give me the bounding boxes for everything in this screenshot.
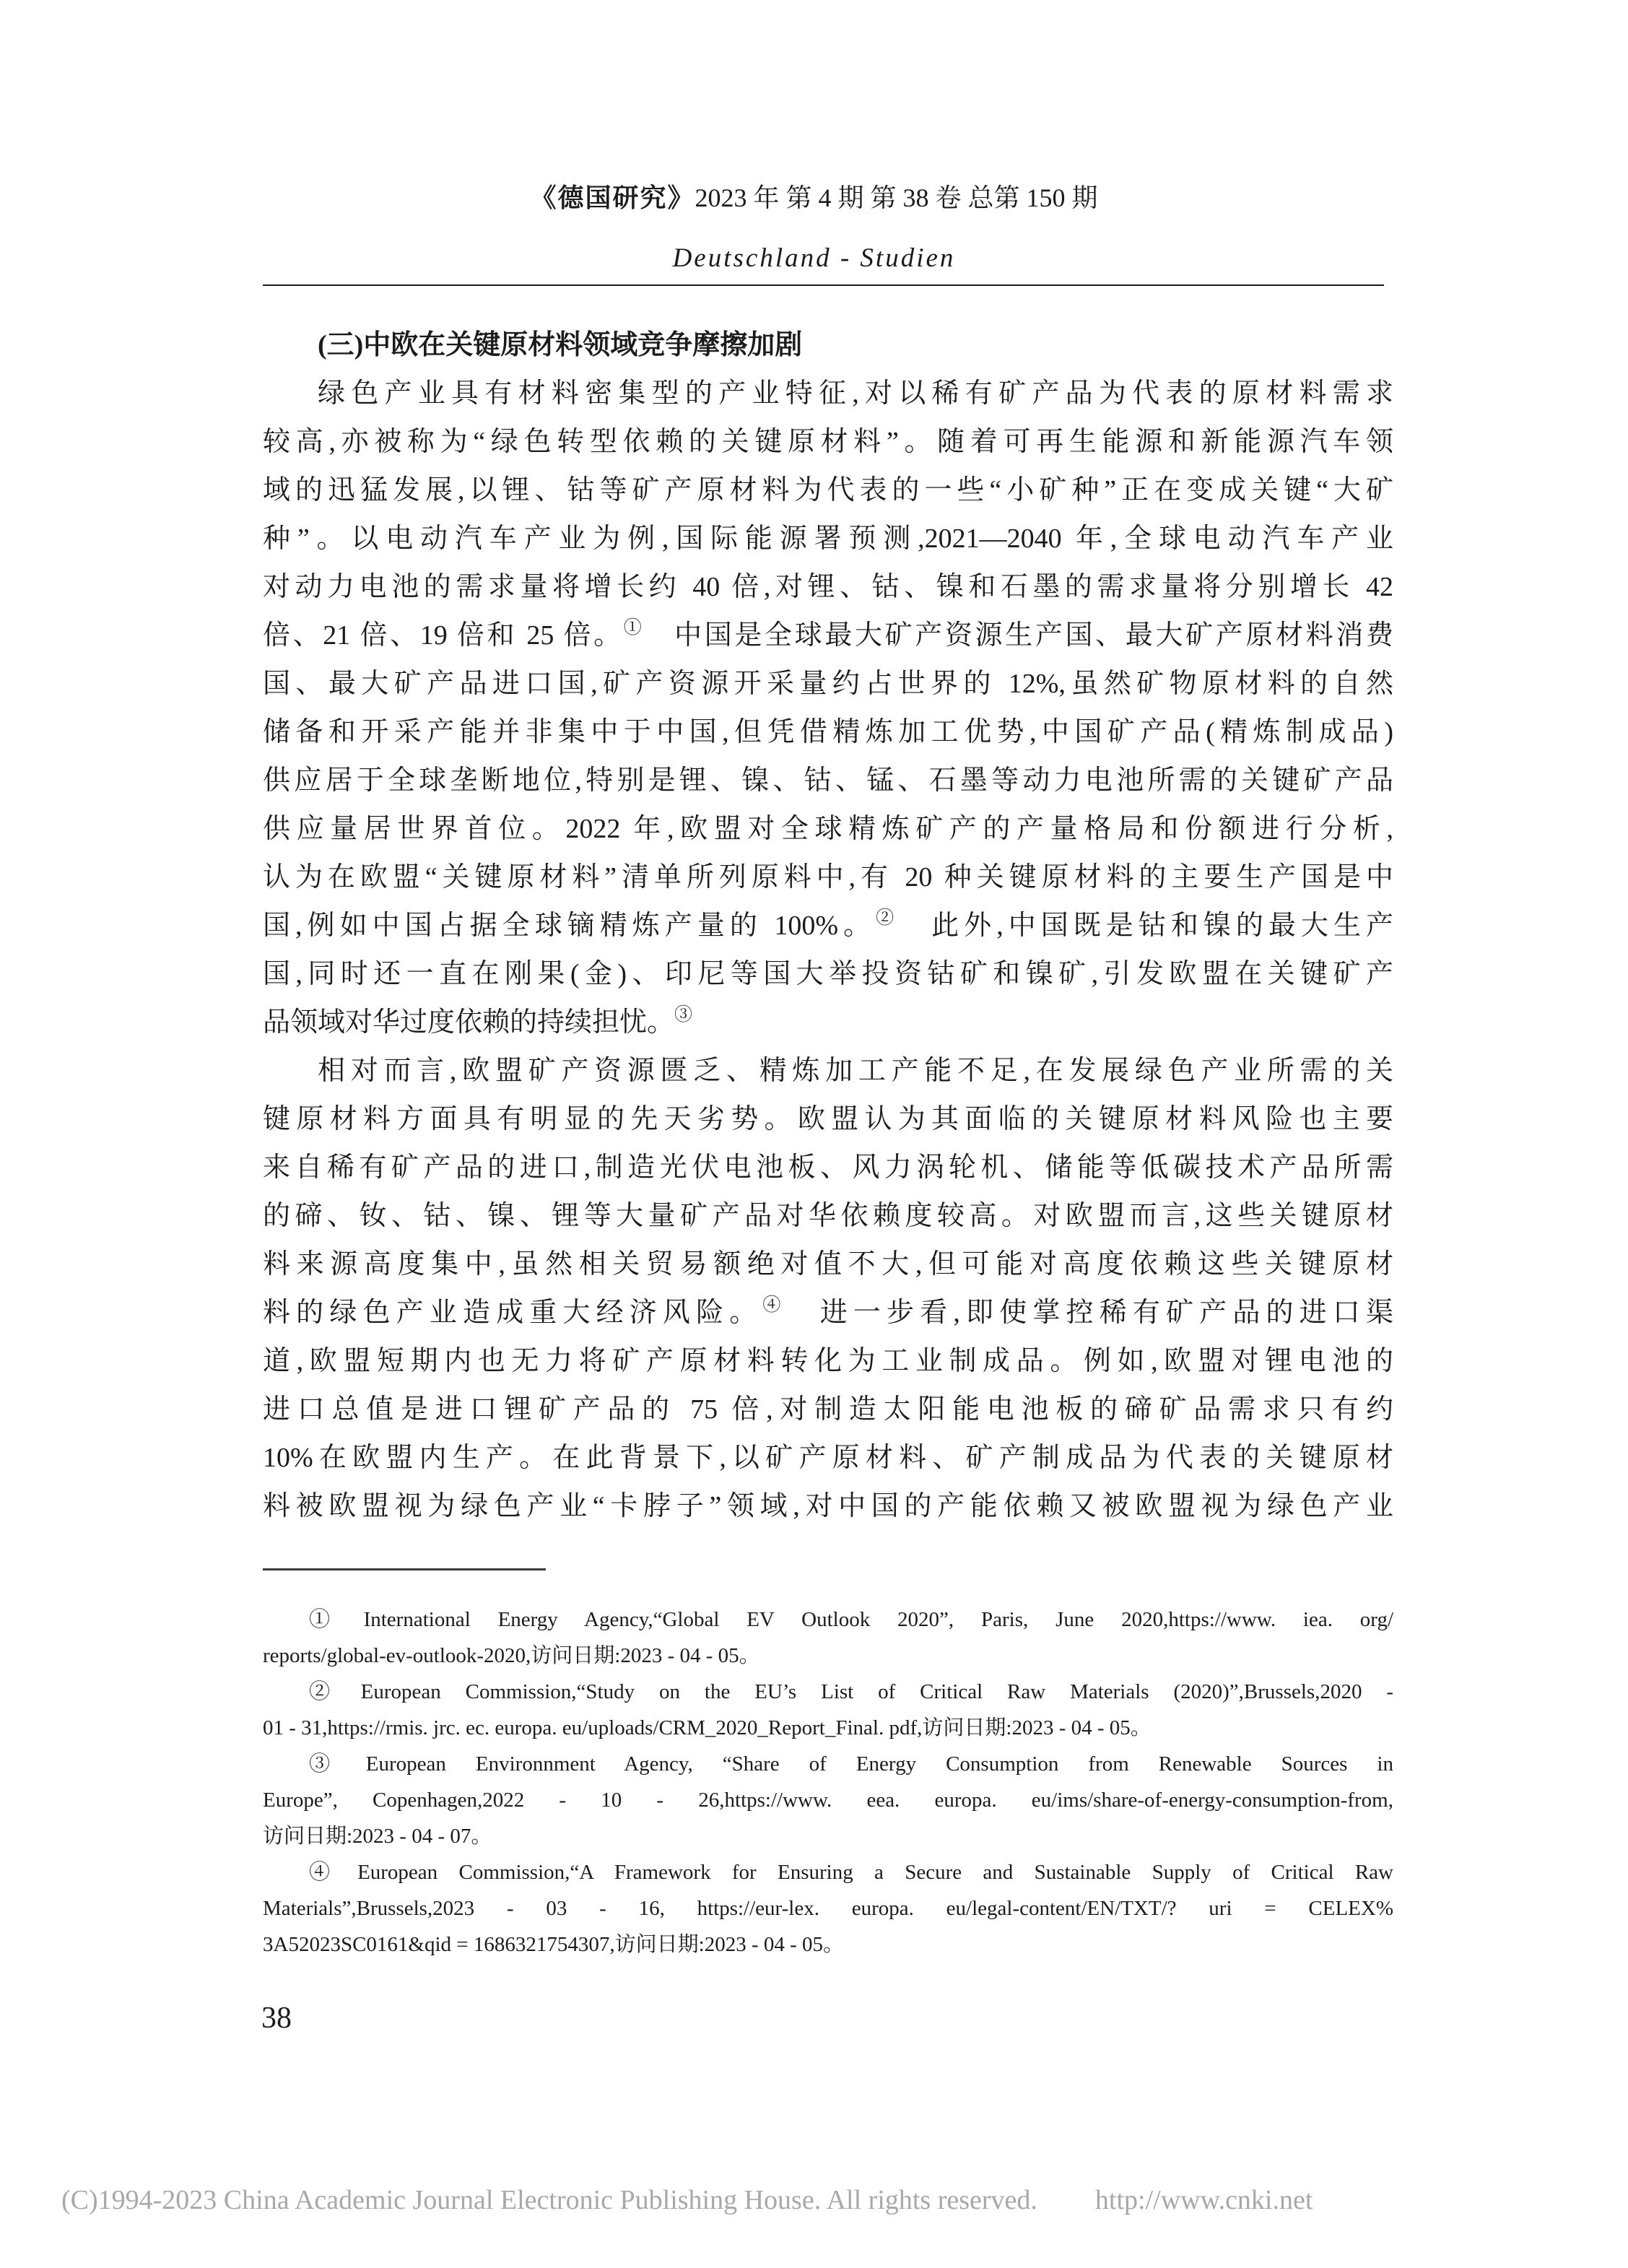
footnote-line: 3A52023SC0161&qid = 1686321754307,访问日期:2023 - 04 - 05。 <box>263 1933 845 1956</box>
footnote-line: reports/global-ev-outlook-2020,访问日期:2023 - 04 - 05。 <box>263 1644 760 1667</box>
body-line: 较高,亦被称为“绿色转型依赖的关键原材料”。随着可再生能源和新能源汽车领 <box>263 427 1393 457</box>
footnote-marker: ① <box>309 1608 352 1631</box>
footnote-ref: ③ <box>674 1005 693 1025</box>
body-line: 域的迅猛发展,以锂、钴等矿产原材料为代表的一些“小矿种”正在变成关键“大矿 <box>263 475 1393 505</box>
body-line: 认为在欧盟“关键原材料”清单所列原料中,有 20 种关键原材料的主要生产国是中 <box>263 862 1393 892</box>
body-line: 道,欧盟短期内也无力将矿产原材料转化为工业制成品。例如,欧盟对锂电池的 <box>263 1346 1393 1376</box>
footnote-line: 访问日期:2023 - 04 - 07。 <box>263 1825 492 1848</box>
body-line: 储备和开采产能并非集中于中国,但凭借精炼加工优势,中国矿产品(精炼制成品) <box>263 717 1393 747</box>
body-line: 料来源高度集中,虽然相关贸易额绝对值不大,但可能对高度依赖这些关键原材 <box>263 1249 1393 1279</box>
cnki-url: http://www.cnki.net <box>1094 2185 1313 2215</box>
footnote-line: 01 - 31,https://rmis. jrc. ec. europa. eu/uploads/CRM_2020_Report_Final. pdf,访问日期:2023 - 04 - 05。 <box>263 1716 1152 1739</box>
footnote-ref: ④ <box>762 1295 787 1315</box>
header-rule <box>263 284 1384 286</box>
footnote-marker: ③ <box>309 1752 354 1776</box>
footnotes <box>263 1602 1393 1963</box>
copyright-notice: (C)1994-2023 China Academic Journal Electronic Publishing House. All rights reserved. <box>61 2185 1037 2215</box>
article-body <box>263 321 1393 1531</box>
body-line: 10%在欧盟内生产。在此背景下,以矿产原材料、矿产制成品为代表的关键原材 <box>263 1443 1393 1473</box>
section-heading: (三)中欧在关键原材料领域竞争摩擦加剧 <box>318 330 803 360</box>
page-header <box>0 182 1628 214</box>
body-line: 国,同时还一直在刚果(金)、印尼等国大举投资钴矿和镍矿,引发欧盟在关键矿产 <box>263 959 1393 989</box>
body-line: 进口总值是进口锂矿产品的 75 倍,对制造太阳能电池板的碲矿品需求只有约 <box>263 1394 1393 1425</box>
body-line: 来自稀有矿产品的进口,制造光伏电池板、风力涡轮机、储能等低碳技术产品所需 <box>263 1152 1393 1183</box>
footnote-marker: ② <box>309 1680 349 1703</box>
copyright-watermark <box>61 2184 1577 2217</box>
footnote-marker: ④ <box>309 1861 347 1884</box>
footnote-ref: ② <box>876 908 900 928</box>
footnote-line: ④ European Commission,“A Framework for Ensuring a Secure and Sustainable Supply of Critical Raw <box>309 1861 1393 1884</box>
footnote <box>263 1854 1393 1963</box>
footnote-line: ① International Energy Agency,“Global EV Outlook 2020”, Paris, June 2020,https://www. iea. org/ <box>309 1608 1393 1631</box>
body-line: 料被欧盟视为绿色产业“卡脖子”领域,对中国的产能依赖又被欧盟视为绿色产业 <box>263 1491 1393 1521</box>
body-line: 绿色产业具有材料密集型的产业特征,对以稀有矿产品为代表的原材料需求 <box>318 378 1393 409</box>
footnote-line: Materials”,Brussels,2023 - 03 - 16, https://eur-lex. europa. eu/legal-content/EN/TXT/? uri = CELEX% <box>263 1897 1393 1920</box>
body-line: 供应量居世界首位。2022 年,欧盟对全球精炼矿产的产量格局和份额进行分析, <box>263 814 1393 844</box>
body-line: 供应居于全球垄断地位,特别是锂、镍、钴、锰、石墨等动力电池所需的关键矿产品 <box>263 765 1393 796</box>
journal-title: 《德国研究》 <box>530 183 695 212</box>
page-number: 38 <box>261 2002 292 2035</box>
body-line: 的碲、钕、钴、镍、锂等大量矿产品对华依赖度较高。对欧盟而言,这些关键原材 <box>263 1201 1393 1231</box>
journal-subtitle: Deutschland - Studien <box>672 243 956 273</box>
footnote-separator <box>263 1568 546 1570</box>
footnote <box>263 1746 1393 1854</box>
body-line: 倍、21 倍、19 倍和 25 倍。① 中国是全球最大矿产资源生产国、最大矿产原材料消费 <box>263 618 1393 651</box>
footnote <box>263 1602 1393 1674</box>
body-line: 相对而言,欧盟矿产资源匮乏、精炼加工产能不足,在发展绿色产业所需的关 <box>318 1056 1393 1086</box>
footnote-line: Europe”, Copenhagen,2022 - 10 - 26,https://www. eea. europa. eu/ims/share-of-energy-consumption-from, <box>263 1789 1393 1812</box>
body-line: 国,例如中国占据全球镝精炼产量的 100%。② 此外,中国既是钴和镍的最大生产 <box>263 908 1393 941</box>
issue-info: 2023 年 第 4 期 第 38 卷 总第 150 期 <box>695 183 1098 212</box>
body-line: 对动力电池的需求量将增长约 40 倍,对锂、钴、镍和石墨的需求量将分别增长 42 <box>263 572 1393 602</box>
body-line: 料的绿色产业造成重大经济风险。④ 进一步看,即使掌控稀有矿产品的进口渠 <box>263 1295 1393 1328</box>
footnote-line: ③ European Environnment Agency, “Share of Energy Consumption from Renewable Sources in <box>309 1752 1393 1776</box>
footnote <box>263 1674 1393 1746</box>
body-line: 国、最大矿产品进口国,矿产资源开采量约占世界的 12%,虽然矿物原材料的自然 <box>263 669 1393 699</box>
footnote-line: ② European Commission,“Study on the EU’s List of Critical Raw Materials (2020)”,Brussels,2020 - <box>309 1680 1393 1703</box>
body-line: 品领域对华过度依赖的持续担忧。③ <box>263 1005 693 1038</box>
body-line: 种”。以电动汽车产业为例,国际能源署预测,2021—2040 年,全球电动汽车产业 <box>263 523 1393 554</box>
footnote-ref: ① <box>623 618 645 638</box>
body-line: 键原材料方面具有明显的先天劣势。欧盟认为其面临的关键原材料风险也主要 <box>263 1104 1393 1134</box>
